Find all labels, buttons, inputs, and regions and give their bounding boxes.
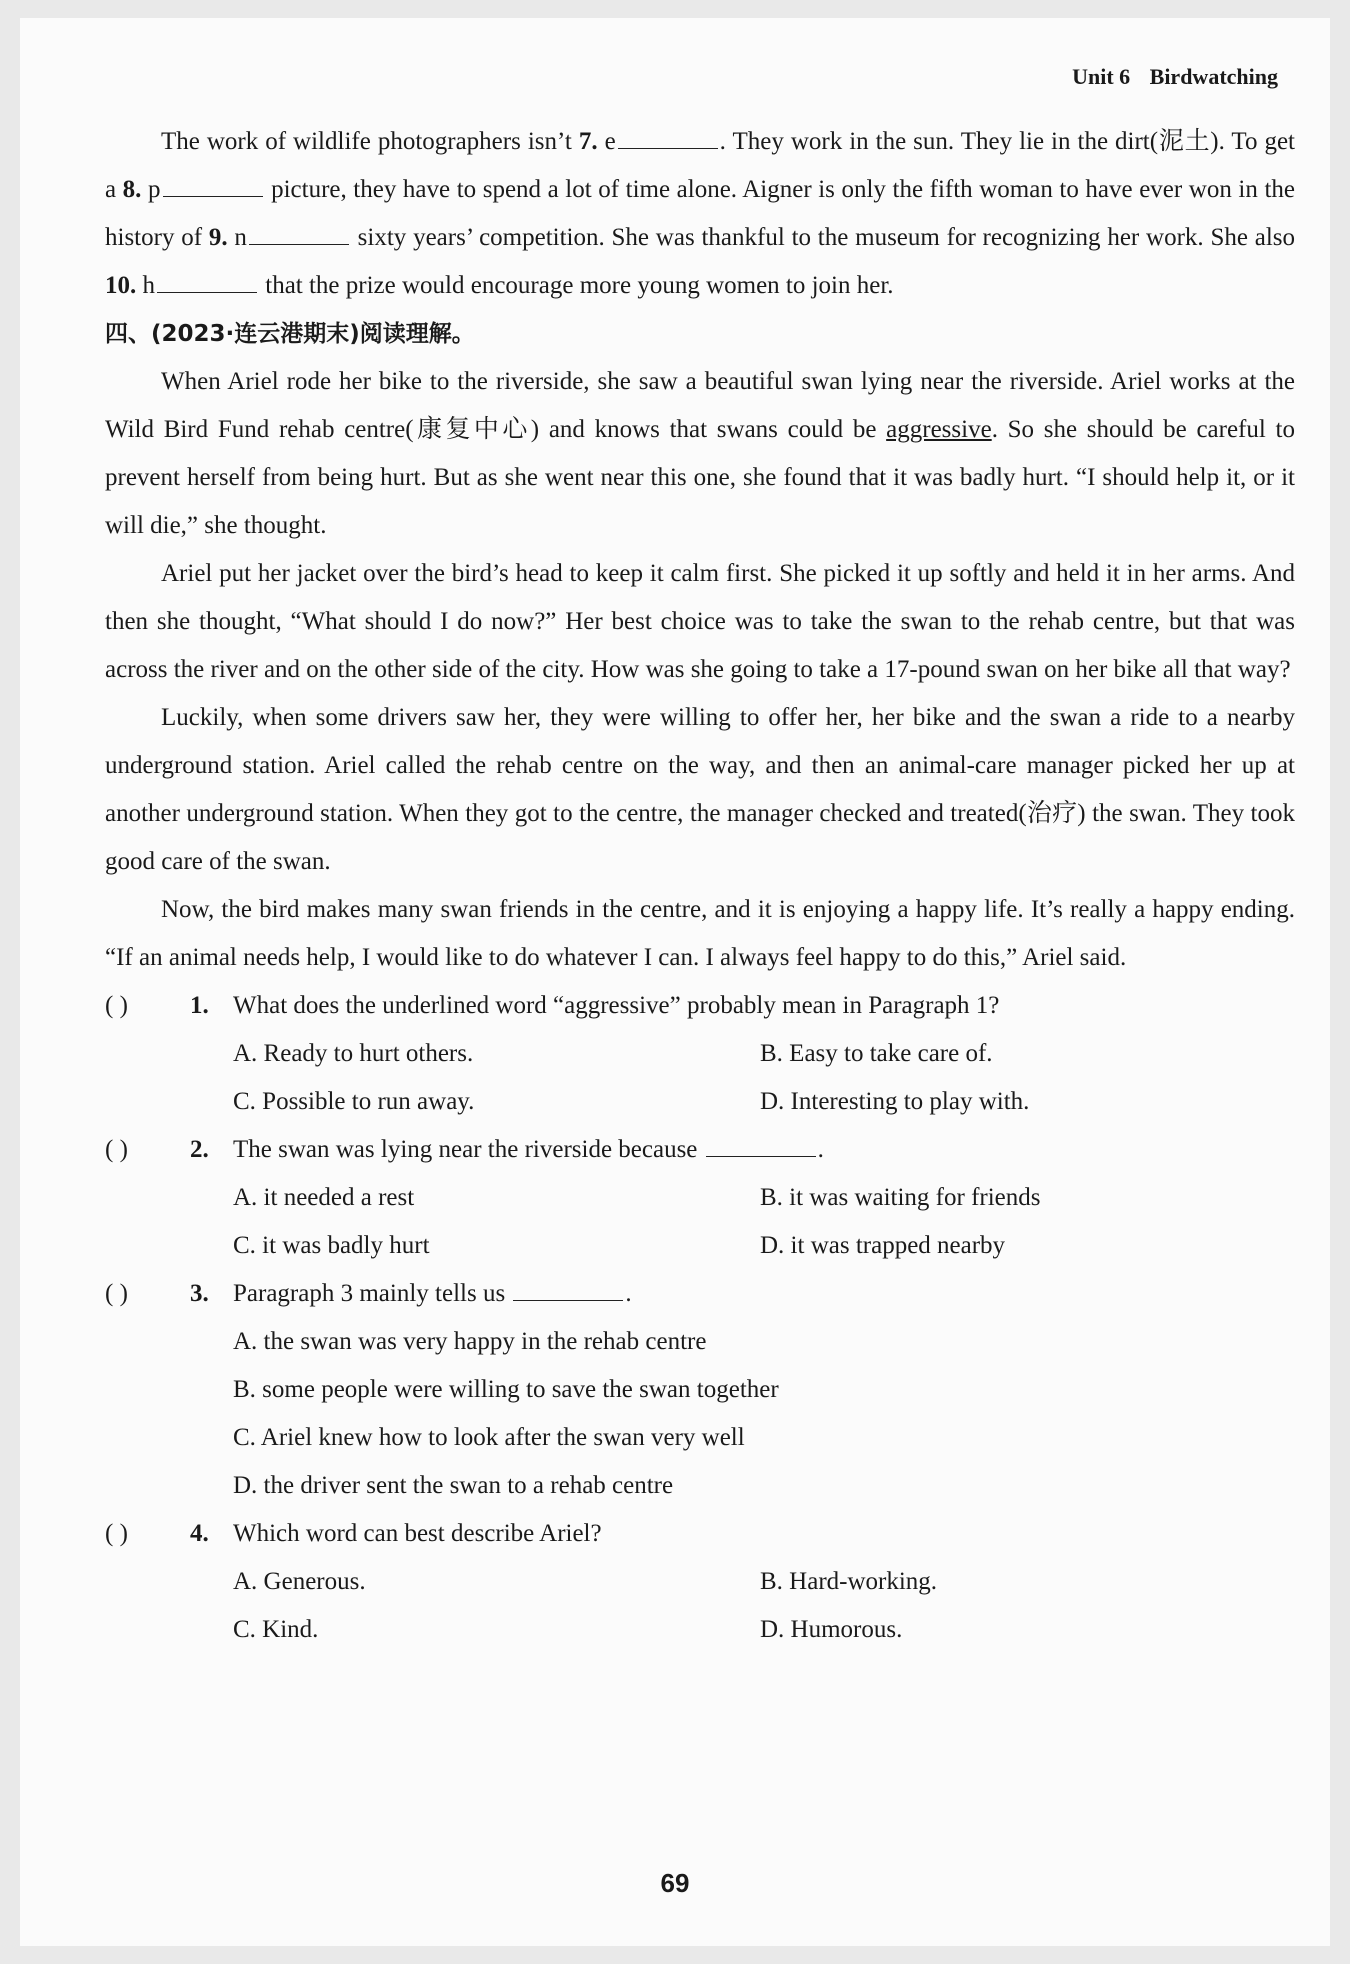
answer-blank[interactable] — [706, 1134, 816, 1157]
section-title: 四、(2023·连云港期末)阅读理解。 — [105, 321, 475, 347]
answer-parentheses[interactable]: ( ) — [105, 1520, 128, 1547]
blank-8[interactable] — [163, 174, 263, 197]
summary-text: sixty years’ competition. She was thankful to the museum for recognizing her work. She also — [350, 224, 1296, 251]
summary-text: picture, they have to spend a lot of time alone. Aigner is only the fifth woman to have ever won in the history of — [105, 176, 1295, 251]
option-row — [105, 1414, 1295, 1462]
option-row — [105, 1030, 1295, 1078]
question-number: 1. — [190, 992, 209, 1019]
workbook-page — [20, 18, 1330, 1946]
underlined-word: aggressive — [886, 416, 992, 443]
option-row — [105, 1606, 1295, 1654]
question-2 — [105, 1126, 1295, 1174]
passage-paragraph-4: Now, the bird makes many swan friends in the centre, and it is enjoying a happy life. It’s really a happy ending. “If an animal needs help, I would like to do whatever I can. I always feel happy to do this,” Ariel said. — [105, 896, 1295, 971]
blank-number-8: 8. — [122, 176, 142, 203]
option-c: C. Possible to run away. — [233, 1088, 475, 1115]
question-number: 3. — [190, 1280, 209, 1307]
option-c: C. Kind. — [233, 1616, 319, 1643]
unit-label: Unit 6 — [1072, 64, 1131, 89]
question-1 — [105, 982, 1295, 1030]
question-number: 4. — [190, 1520, 209, 1547]
passage-paragraph-2: Ariel put her jacket over the bird’s head to keep it calm first. She picked it up softly and held it in her arms. And then she thought, “What should I do now?” Her best choice was to take the swan to the rehab centre, but that was across the river and on the other side of the city. How was she going to take a 17-pound swan on her bike all that way? — [105, 560, 1295, 683]
option-d: D. the driver sent the swan to a rehab centre — [233, 1472, 674, 1499]
blank-letter-9: n — [227, 224, 247, 251]
blank-9[interactable] — [249, 222, 349, 245]
option-row — [105, 1318, 1295, 1366]
page-number: 69 — [660, 1868, 690, 1898]
option-d: D. Interesting to play with. — [760, 1088, 1030, 1115]
blank-10[interactable] — [157, 270, 257, 293]
summary-paragraph — [105, 118, 1295, 310]
unit-title: Birdwatching — [1149, 64, 1278, 89]
answer-parentheses[interactable]: ( ) — [105, 1280, 128, 1307]
option-row — [105, 1558, 1295, 1606]
option-b: B. some people were willing to save the swan together — [233, 1376, 779, 1403]
option-row — [105, 1222, 1295, 1270]
question-text: Which word can best describe Ariel? — [233, 1520, 602, 1547]
answer-blank[interactable] — [513, 1278, 623, 1301]
option-a: A. the swan was very happy in the rehab centre — [233, 1328, 707, 1355]
passage-paragraph-1 — [105, 358, 1295, 550]
question-4 — [105, 1510, 1295, 1558]
blank-number-7: 7. — [578, 128, 598, 155]
page-content — [105, 118, 1295, 1654]
passage-text: When Ariel rode her bike to the riverside, she saw a beautiful swan lying near the riverside. Ariel works at the Wild Bird Fund rehab centre(康复中心) and knows that swans could be — [105, 368, 1295, 443]
question-number: 2. — [190, 1136, 209, 1163]
blank-number-9: 9. — [208, 224, 228, 251]
blank-letter-8: p — [141, 176, 161, 203]
summary-text: The work of wildlife photographers isn’t — [161, 128, 579, 155]
option-d: D. it was trapped nearby — [760, 1232, 1006, 1259]
blank-7[interactable] — [618, 126, 718, 149]
question-text: Paragraph 3 mainly tells us — [233, 1280, 506, 1307]
option-b: B. Easy to take care of. — [760, 1040, 993, 1067]
passage-paragraph-3: Luckily, when some drivers saw her, they were willing to offer her, her bike and the swan a ride to a nearby underground station. Ariel called the rehab centre on the way, and then an animal-care manager picked her up at another underground station. When they got to the centre, the manager checked and treated(治疗) the swan. They took good care of the swan. — [105, 704, 1295, 875]
summary-text: . They work in the sun. They lie in the dirt(泥土). To get a — [105, 128, 1295, 203]
period: . — [817, 1136, 824, 1163]
option-row — [105, 1462, 1295, 1510]
page-header — [1072, 64, 1278, 90]
answer-parentheses[interactable]: ( ) — [105, 992, 128, 1019]
option-row — [105, 1366, 1295, 1414]
passage-text: . So she should be careful to prevent herself from being hurt. But as she went near this one, she found that it was badly hurt. “I should help it, or it will die,” she thought. — [105, 416, 1295, 539]
summary-text: that the prize would encourage more young women to join her. — [259, 272, 894, 299]
question-text-wrap — [233, 1270, 632, 1318]
option-a: A. it needed a rest — [233, 1184, 415, 1211]
option-c: C. Ariel knew how to look after the swan very well — [233, 1424, 745, 1451]
option-d: D. Humorous. — [760, 1616, 903, 1643]
option-c: C. it was badly hurt — [233, 1232, 430, 1259]
answer-parentheses[interactable]: ( ) — [105, 1136, 128, 1163]
option-row — [105, 1078, 1295, 1126]
period: . — [625, 1280, 632, 1307]
blank-letter-10: h — [136, 272, 155, 299]
option-a: A. Ready to hurt others. — [233, 1040, 474, 1067]
option-b: B. it was waiting for friends — [760, 1184, 1041, 1211]
option-b: B. Hard-working. — [760, 1568, 938, 1595]
option-row — [105, 1174, 1295, 1222]
question-3 — [105, 1270, 1295, 1318]
question-text-wrap — [233, 1126, 824, 1174]
question-text: The swan was lying near the riverside because — [233, 1136, 698, 1163]
option-a: A. Generous. — [233, 1568, 366, 1595]
blank-number-10: 10. — [105, 272, 137, 299]
blank-letter-7: e — [597, 128, 616, 155]
question-text: What does the underlined word “aggressive” probably mean in Paragraph 1? — [233, 992, 1000, 1019]
